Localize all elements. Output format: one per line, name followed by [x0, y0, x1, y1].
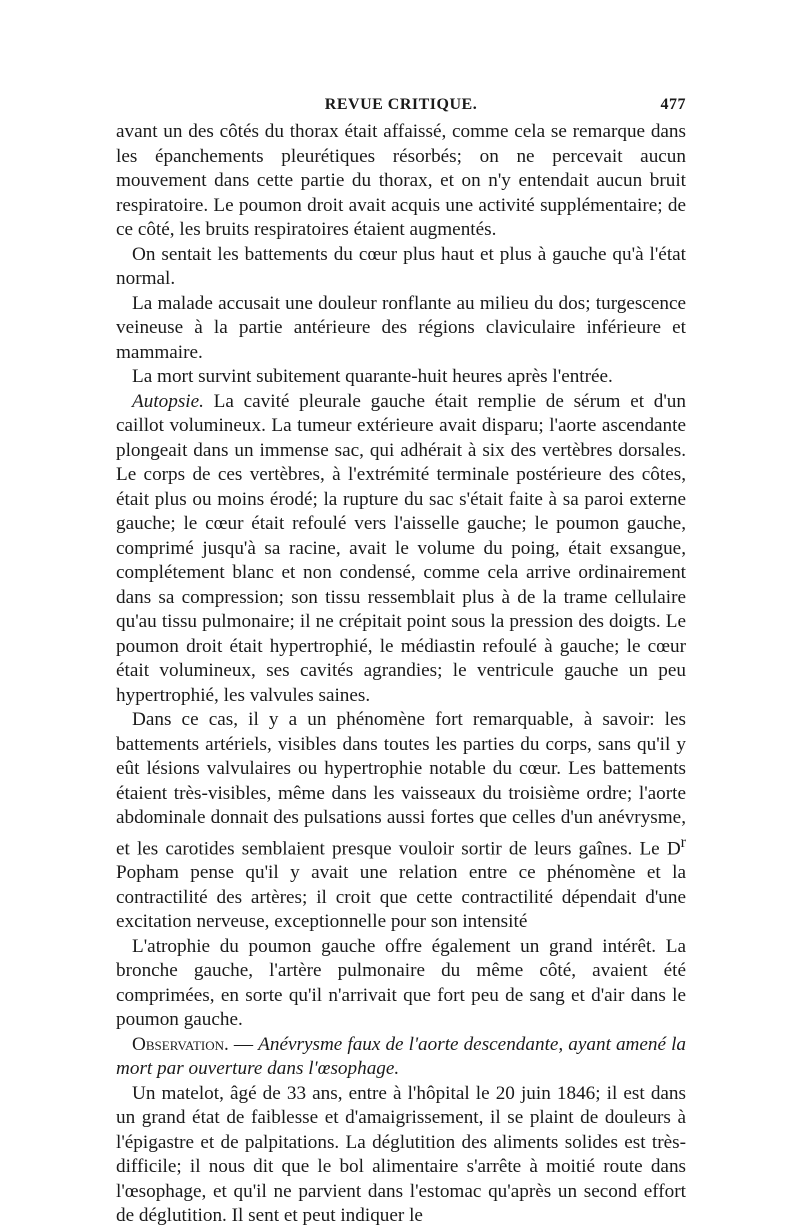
- paragraph-6-text-b: Popham pense qu'il y avait une relation entre ce phénomène et la contractilité des artères; il croit que cette contractilité dépendait d'une excitation nerveuse, exceptionnelle pour son intensité: [116, 862, 686, 933]
- observation-label: Observation.: [132, 1033, 229, 1055]
- observation-heading: [116, 1033, 686, 1082]
- autopsie-text: La cavité pleurale gauche était remplie de sérum et d'un caillot volumineux. La tumeur extérieure avait disparu; l'aorte ascendante plongeait dans un immense sac, qui adhérait à six des vertèbres dorsales. Le corps de ces vertèbres, à l'extrémité terminale postérieure des côtes, était plus ou moins érodé; la rupture du sac s'était faite à sa paroi externe gauche; le cœur était refoulé vers l'aisselle gauche; le poumon gauche, comprimé jusqu'à sa racine, avait le volume du poing, était exsangue, complétement blanc et non condensé, comme cela arrive ordinairement dans sa compression; son tissu ressemblait plus à de la trame cellulaire qu'au tissu pulmonaire; il ne crépitait point sous la pression des doigts. Le poumon droit était hypertrophié, le médiastin refoulé à gauche; le cœur était volumineux, ses cavités agrandies; le ventricule gauche un peu hypertrophié, les valvules saines.: [116, 390, 686, 706]
- observation-title: Anévrysme faux de l'aorte descendante, ayant amené la mort par ouverture dans l'œsophage.: [116, 1033, 687, 1080]
- paragraph-6-text-a: Dans ce cas, il y a un phénomène fort remarquable, à savoir: les battements artériels, visibles dans toutes les parties du corps, sans qu'il y eût lésions valvulaires ou hypertrophie notable du cœur. Les battements étaient très-visibles, même dans les vaisseaux du troisième ordre; l'aorte abdominale donnait des pulsations aussi fortes que celles d'un anévrysme, et les carotides semblaient presque vouloir sortir de leurs gaînes. Le D: [116, 709, 686, 859]
- paragraph-autopsie: [116, 390, 686, 709]
- paragraph-2: On sentait les battements du cœur plus haut et plus à gauche qu'à l'état normal.: [116, 243, 686, 289]
- observation-dash: —: [228, 1033, 259, 1055]
- paragraph-4: La mort survint subitement quarante-huit heures après l'entrée.: [132, 366, 613, 387]
- book-page: [116, 96, 686, 1229]
- autopsie-label: Autopsie.: [132, 390, 204, 412]
- paragraph-7: L'atrophie du poumon gauche offre également un grand intérêt. La bronche gauche, l'artère pulmonaire du même côté, avaient été comprimées, en sorte qu'il n'arrivait que fort peu de sang et d'air dans le poumon gauche.: [116, 935, 686, 1031]
- paragraph-3: La malade accusait une douleur ronflante au milieu du dos; turgescence veineuse à la partie antérieure des régions claviculaire inférieure et mammaire.: [116, 292, 686, 363]
- page-body: [116, 120, 686, 1229]
- running-title: REVUE CRITIQUE.: [324, 96, 478, 113]
- paragraph-6: [116, 708, 686, 935]
- running-header: [116, 96, 686, 120]
- paragraph-8: Un matelot, âgé de 33 ans, entre à l'hôpital le 20 juin 1846; il est dans un grand état de faiblesse et d'amaigrissement, il se plaint de douleurs à l'épigastre et de palpitations. La déglutition des aliments solides est très-difficile; il nous dit que le bol alimentaire s'arrête à moitié route dans l'œsophage, et qu'il ne parvient dans l'estomac qu'après un second effort de déglutition. Il sent et peut indiquer le: [116, 1082, 686, 1227]
- page-number: 477: [660, 96, 686, 113]
- paragraph-1: avant un des côtés du thorax était affaissé, comme cela se remarque dans les épanchements pleurétiques résorbés; on ne percevait aucun mouvement dans cette partie du thorax, et on n'y entendait aucun bruit respiratoire. Le poumon droit avait acquis une activité supplémentaire; de ce côté, les bruits respiratoires étaient augmentés.: [116, 121, 686, 240]
- doctor-superscript: r: [680, 833, 686, 851]
